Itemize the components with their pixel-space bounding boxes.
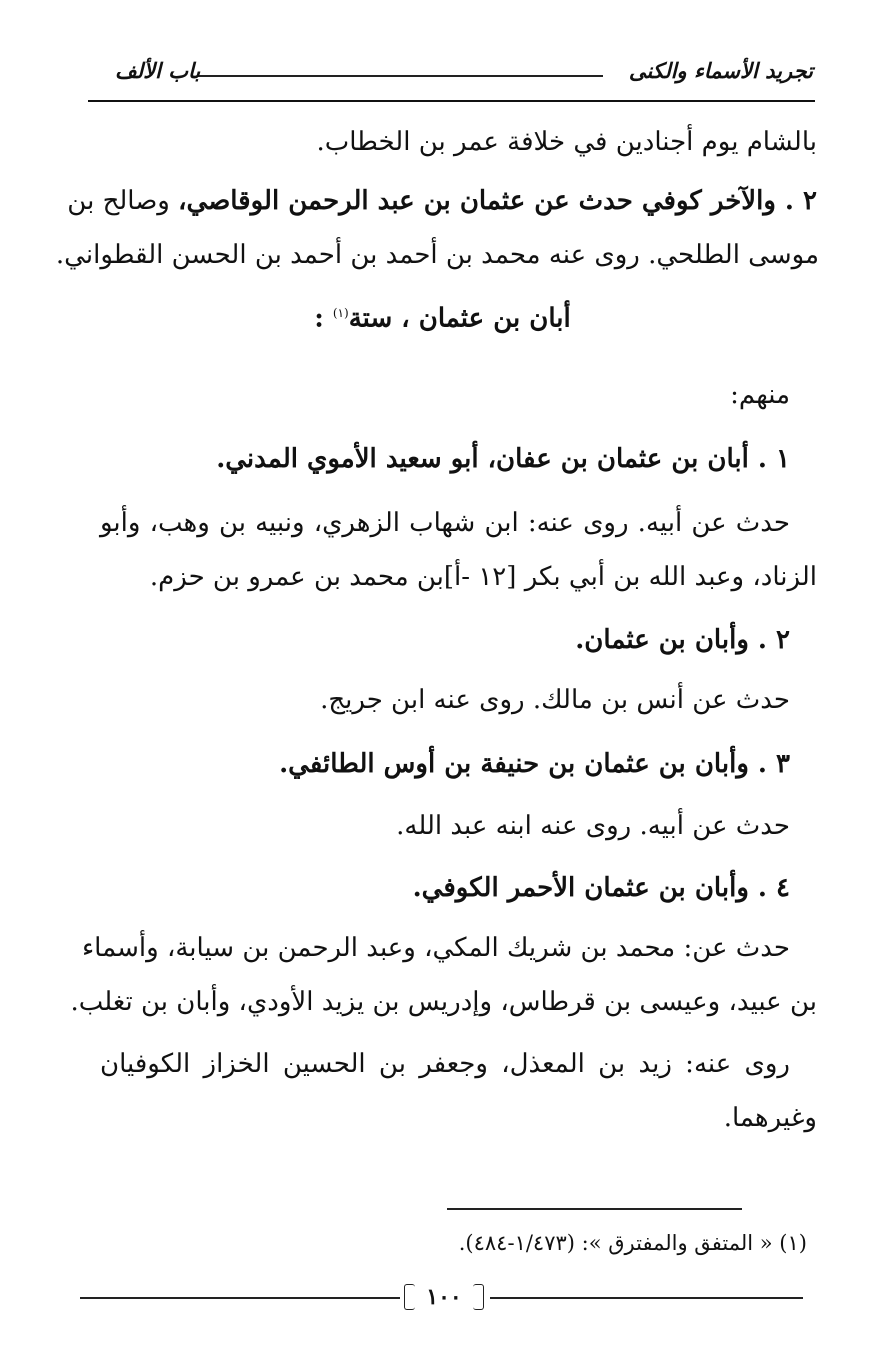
entry-4-line-4: وغيرهما. xyxy=(723,1103,817,1133)
running-header-chapter: باب الألف xyxy=(115,58,201,83)
footer-rule-right xyxy=(490,1297,803,1299)
section-heading xyxy=(0,293,885,339)
entry-1-title: ١ . أبان بن عثمان بن عفان، أبو سعيد الأموي المدني. xyxy=(216,444,790,474)
body-line-2 xyxy=(67,181,817,221)
running-header-book-title: تجريد الأسماء والكنى xyxy=(628,58,813,83)
entry-4-title: ٤ . وأبان بن عثمان الأحمر الكوفي. xyxy=(412,873,790,903)
header-rule xyxy=(88,100,815,102)
entry-1-line-2: الزناد، وعبد الله بن أبي بكر [١٢ -أ]بن محمد بن عمرو بن حزم. xyxy=(149,562,817,592)
entry-3-line-1: حدث عن أبيه. روى عنه ابنه عبد الله. xyxy=(396,811,790,841)
entry-1-line-1: حدث عن أبيه. روى عنه: ابن شهاب الزهري، ونبيه بن وهب، وأبو xyxy=(100,508,790,538)
entry-3-title: ٣ . وأبان بن عثمان بن حنيفة بن أوس الطائفي. xyxy=(279,749,790,779)
footnote-ref: (١) xyxy=(332,306,349,320)
header-dash-line xyxy=(197,75,603,77)
entry-4-line-2: بن عبيد، وعيسى بن قرطاس، وإدريس بن يزيد الأودي، وأبان بن تغلب. xyxy=(70,987,817,1017)
footnote-text: (١) « المتفق والمفترق »: (١/٤٧٣-٤٨٤). xyxy=(458,1231,807,1255)
entry-prev-2-title: ٢ . والآخر كوفي حدث عن عثمان بن عبد الرحمن الوقاصي، xyxy=(178,186,817,216)
footer-rule-left xyxy=(80,1297,400,1299)
entry-2-line-1: حدث عن أنس بن مالك. روى عنه ابن جريج. xyxy=(320,685,790,715)
entry-4-line-1: حدث عن: محمد بن شريك المكي، وعبد الرحمن بن سيابة، وأسماء xyxy=(81,933,790,963)
section-colon: : xyxy=(314,303,333,334)
entry-2-title: ٢ . وأبان بن عثمان. xyxy=(575,625,790,655)
minhum-label: منهم: xyxy=(730,380,790,410)
section-title: أبان بن عثمان ، ستة xyxy=(348,303,571,334)
page-number: ١٠٠ xyxy=(402,1278,486,1316)
body-line-1: بالشام يوم أجنادين في خلافة عمر بن الخطاب. xyxy=(316,127,817,157)
footnote-separator xyxy=(447,1208,742,1210)
entry-4-line-3: روى عنه: زيد بن المعذل، وجعفر بن الحسين الخزاز الكوفيان xyxy=(100,1049,790,1079)
body-line-3: موسى الطلحي. روى عنه محمد بن أحمد بن أحمد بن الحسن القطواني. xyxy=(55,240,819,270)
entry-prev-2-text: وصالح بن xyxy=(67,186,179,216)
